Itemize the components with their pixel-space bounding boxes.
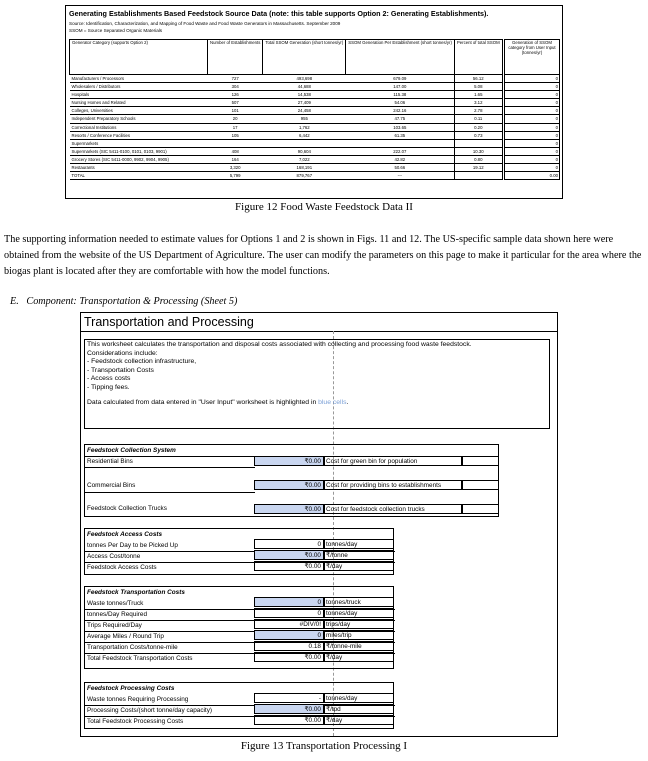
worksheet-description: [84, 339, 550, 429]
table-row: [505, 155, 560, 163]
access-cost-per-tonne-unit: ₹/tonne: [324, 550, 394, 560]
tonnes-per-day-required-unit: tonnes/day: [324, 608, 394, 618]
waste-requiring-processing-value: -: [254, 693, 324, 703]
cell-total-ssom: 493,698: [263, 75, 346, 83]
header-generator-category: Generator Category (supports Option 2): [70, 40, 208, 75]
cell-establishments: 5,799: [208, 172, 263, 180]
cell-percent: 0.73: [454, 131, 502, 139]
table-row: [70, 75, 503, 83]
total-transport-costs-value: ₹0.00: [254, 652, 324, 662]
cell-percent: 10.30: [454, 147, 502, 155]
table-row: [70, 107, 503, 115]
transport-row-label: Average Miles / Round Trip: [87, 633, 164, 640]
desc-line: - Transportation Costs: [87, 366, 154, 374]
worksheet-title: Transportation and Processing: [84, 315, 254, 329]
cell-ssom-per-establishment: 47.75: [346, 115, 455, 123]
cell-total-ssom: 955: [263, 115, 346, 123]
figure-12-caption: Figure 12 Food Waste Feedstock Data II: [235, 201, 413, 213]
cell-ssom-per-establishment: 50.66: [346, 164, 455, 172]
cell-ssom-per-establishment: 42.82: [346, 155, 455, 163]
cell-establishments: 304: [208, 83, 263, 91]
residential-bins-desc: Cost for green bin for population: [324, 456, 462, 466]
table-row: [70, 131, 503, 139]
transport-row-label: Waste tonnes/Truck: [87, 600, 144, 607]
section-letter: E.: [10, 296, 19, 307]
fig12-source: Source: Identification, Characterization, and Mapping of Food Waste and Food Waste Generators in Massachusetts. September 2009: [69, 21, 341, 26]
header-establishments: Number of Establishments: [208, 40, 263, 75]
cell-category: Independent Preparatory Schools: [70, 115, 208, 123]
collection-trucks-value[interactable]: ₹0.00: [254, 504, 324, 514]
cell-ssom-per-establishment: 61.35: [346, 131, 455, 139]
table-header-row: [70, 40, 503, 75]
average-miles-unit: miles/trip: [324, 630, 394, 640]
transport-header: Feedstock Transportation Costs: [87, 589, 185, 596]
collection-commercial-label: Commercial Bins: [87, 482, 136, 489]
section-title: Component: Transportation & Processing (Sheet 5): [26, 296, 238, 307]
access-cost-per-tonne-value[interactable]: ₹0.00: [254, 550, 324, 560]
cell-ssom-per-establishment: 115.38: [346, 91, 455, 99]
table-row: [505, 91, 560, 99]
access-row-label: tonnes Per Day to be Picked Up: [87, 542, 178, 549]
cell-ssom-per-establishment: 147.00: [346, 83, 455, 91]
cell-percent: [454, 172, 502, 180]
processing-cost-capacity-unit: ₹/tpd: [324, 704, 394, 714]
access-row-label: Access Cost/tonne: [87, 553, 141, 560]
collection-header: Feedstock Collection System: [87, 447, 176, 454]
table-row: [505, 99, 560, 107]
table-row: [505, 131, 560, 139]
cell-percent: 5.08: [454, 83, 502, 91]
cell-percent: 3.12: [454, 99, 502, 107]
processing-header: Feedstock Processing Costs: [87, 685, 175, 692]
cell-percent: 1.65: [454, 91, 502, 99]
cell-ssom-per-establishment: [346, 139, 455, 147]
processing-row-label: Waste tonnes Requiring Processing: [87, 696, 189, 703]
processing-cost-capacity-value[interactable]: ₹0.00: [254, 704, 324, 714]
table-row: [70, 99, 503, 107]
access-costs-value: ₹0.00: [254, 561, 324, 571]
cell-user-input-generation: 0: [505, 83, 560, 91]
cell-establishments: 3,320: [208, 164, 263, 172]
cell-establishments: 507: [208, 99, 263, 107]
cell-user-input-generation: 0: [505, 164, 560, 172]
cell-establishments: 126: [208, 91, 263, 99]
cell-percent: 2.78: [454, 107, 502, 115]
table-row: [70, 123, 503, 131]
cell-category: Correctional Institutions: [70, 123, 208, 131]
transport-cost-per-tonne-mile-value: 0.18: [254, 641, 324, 651]
feedstock-source-table: [69, 39, 503, 180]
cell-total-ssom: 44,688: [263, 83, 346, 91]
access-costs-unit: ₹/day: [324, 561, 394, 571]
cell-ssom-per-establishment: 679.09: [346, 75, 455, 83]
header-ssom-per-establishment: SSOM Generation Per Establishment (short tonnes/yr): [346, 40, 455, 75]
cell-percent: 56.12: [454, 75, 502, 83]
desc-line: This worksheet calculates the transportation and disposal costs associated with collecting and processing food waste feedstock.: [87, 341, 472, 348]
cell-ssom-per-establishment: 103.65: [346, 123, 455, 131]
trips-required-unit: trips/day: [324, 619, 394, 629]
transport-cost-per-tonne-mile-unit: ₹/tonne-mile: [324, 641, 394, 651]
cell-category: Manufacturers / Processors: [70, 75, 208, 83]
cell-user-input-generation: 0.00: [505, 172, 560, 180]
cell-total-ssom: 27,409: [263, 99, 346, 107]
residential-bins-extra: [462, 456, 499, 466]
cell-total-ssom: 168,191: [263, 164, 346, 172]
total-processing-costs-value: ₹0.00: [254, 715, 324, 725]
transport-row-label: Total Feedstock Transportation Costs: [87, 655, 193, 662]
desc-line: - Feedstock collection infrastructure,: [87, 358, 197, 366]
cell-establishments: 408: [208, 147, 263, 155]
cell-establishments: 105: [208, 131, 263, 139]
cell-percent: 19.12: [454, 164, 502, 172]
desc-line: - Access costs: [87, 375, 131, 383]
table-row: [505, 75, 560, 83]
waste-requiring-processing-unit: tonnes/day: [324, 693, 394, 703]
commercial-bins-value[interactable]: ₹0.00: [254, 480, 324, 490]
cell-total-ssom: 90,604: [263, 147, 346, 155]
commercial-bins-extra: [462, 480, 499, 490]
waste-tonnes-per-truck-unit: tonnes/truck: [324, 597, 394, 607]
table-row: [70, 172, 503, 180]
cell-category: Wholesalers / Distributors: [70, 83, 208, 91]
collection-trucks-label: Feedstock Collection Trucks: [87, 505, 167, 512]
table-row: [70, 147, 503, 155]
processing-row-label: Total Feedstock Processing Costs: [87, 718, 184, 725]
collection-residential-label: Residential Bins: [87, 458, 133, 465]
cell-category: Resorts / Conference Facilities: [70, 131, 208, 139]
cell-establishments: 17: [208, 123, 263, 131]
cell-user-input-generation: 0: [505, 139, 560, 147]
cell-total-ssom: [263, 139, 346, 147]
figure-13-caption: Figure 13 Transportation Processing I: [240, 740, 408, 752]
table-row: [505, 147, 560, 155]
cell-establishments: 20: [208, 115, 263, 123]
table-row: [505, 83, 560, 91]
cell-percent: 0.20: [454, 123, 502, 131]
cell-user-input-generation: 0: [505, 131, 560, 139]
cell-user-input-generation: 0: [505, 147, 560, 155]
table-row: [505, 123, 560, 131]
cell-category: Colleges, Universities: [70, 107, 208, 115]
cell-establishments: 727: [208, 75, 263, 83]
cell-ssom-per-establishment: 242.16: [346, 107, 455, 115]
cell-user-input-generation: 0: [505, 91, 560, 99]
fig12-title: Generating Establishments Based Feedstock Source Data (note: this table supports Option 2: Generating Establishments).: [69, 9, 489, 18]
cell-total-ssom: 879,767: [263, 172, 346, 180]
cell-category: Grocery Stores (SIC 5411-0000, 9902, 9904, 9905): [70, 155, 208, 163]
cell-category: Restaurants: [70, 164, 208, 172]
table-row: [505, 115, 560, 123]
average-miles-value[interactable]: 0: [254, 630, 324, 640]
user-input-generation-column: [504, 39, 560, 180]
cell-user-input-generation: 0: [505, 75, 560, 83]
cell-establishments: 164: [208, 155, 263, 163]
cell-percent: 0.80: [454, 155, 502, 163]
collection-trucks-extra: [462, 504, 499, 514]
cell-user-input-generation: 0: [505, 123, 560, 131]
transport-row-label: tonnes/Day Required: [87, 611, 148, 618]
total-transport-costs-unit: ₹/day: [324, 652, 394, 662]
cell-percent: 0.11: [454, 115, 502, 123]
transport-row-label: Transportation Costs/tonne-mile: [87, 644, 178, 651]
cell-establishments: 101: [208, 107, 263, 115]
cell-establishments: [208, 139, 263, 147]
body-paragraph: The supporting information needed to estimate values for Options 1 and 2 is shown in Figs. 11 and 12. The US-specific sample data shown here were obtained from the website of the US Department of Agriculture. The user can modify the parameters on this page to make it particular for the area where the biogas plant is located after they are comfortable with how the model functions.: [4, 234, 642, 277]
cell-ssom-per-establishment: ---: [346, 172, 455, 180]
cell-category: Supermarkets: [70, 139, 208, 147]
cell-user-input-generation: 0: [505, 107, 560, 115]
cell-total-ssom: 1,762: [263, 123, 346, 131]
figure-12-table: [65, 5, 563, 199]
cell-user-input-generation: 0: [505, 115, 560, 123]
tonnes-per-day-unit: tonnes/day: [324, 539, 394, 549]
residential-bins-value[interactable]: ₹0.00: [254, 456, 324, 466]
table-row: [505, 139, 560, 147]
highlight-note: Data calculated from data entered in "User Input" worksheet is highlighted in blue cells.: [87, 398, 349, 406]
cell-total-ssom: 14,538: [263, 91, 346, 99]
waste-tonnes-per-truck-value[interactable]: 0: [254, 597, 324, 607]
header-total-ssom: Total SSOM Generation (short tonnes/yr): [263, 40, 346, 75]
desc-line: Considerations include:: [87, 349, 158, 357]
cell-ssom-per-establishment: 222.07: [346, 147, 455, 155]
section-heading: [10, 296, 237, 307]
cell-total-ssom: 7,022: [263, 155, 346, 163]
header-user-input-generation: Generation of SSOM category from User Input (tonnes/yr): [505, 40, 560, 75]
access-row-label: Feedstock Access Costs: [87, 564, 157, 571]
table-row: [70, 83, 503, 91]
collection-trucks-desc: Cost for feedstock collection trucks: [324, 504, 462, 514]
cell-percent: [454, 139, 502, 147]
trips-required-value: #DIV/0!: [254, 619, 324, 629]
table-row: [70, 164, 503, 172]
header-percent-total: Percent of total SSOM: [454, 40, 502, 75]
commercial-bins-desc: Cost for providing bins to establishments: [324, 480, 462, 490]
table-row: [70, 91, 503, 99]
transport-row-label: Trips Required/Day: [87, 622, 142, 629]
cell-total-ssom: 24,458: [263, 107, 346, 115]
cell-category: TOTAL: [70, 172, 208, 180]
table-row: [505, 107, 560, 115]
cell-category: Hospitals: [70, 91, 208, 99]
table-row: [70, 155, 503, 163]
cell-ssom-per-establishment: 54.06: [346, 99, 455, 107]
tonnes-per-day-value: 0: [254, 539, 324, 549]
desc-line: - Tipping fees.: [87, 383, 130, 391]
total-processing-costs-unit: ₹/day: [324, 715, 394, 725]
processing-row-label: Processing Costs/(short tonne/day capacity): [87, 707, 213, 714]
table-row: [505, 172, 560, 180]
fig12-ssom-note: SSOM = Source Separated Organic Materials: [69, 28, 163, 33]
table-row: [505, 164, 560, 172]
cell-user-input-generation: 0: [505, 155, 560, 163]
table-row: [70, 139, 503, 147]
cell-category: Nursing Homes and Related: [70, 99, 208, 107]
cell-category: Supermarkets (SIC 5411-0100, 0101, 0103, 9901): [70, 147, 208, 155]
title-divider: [81, 331, 557, 332]
cell-total-ssom: 6,442: [263, 131, 346, 139]
table-row: [70, 115, 503, 123]
cell-user-input-generation: 0: [505, 99, 560, 107]
figure-13-worksheet: [80, 312, 558, 737]
tonnes-per-day-required-value: 0: [254, 608, 324, 618]
access-header: Feedstock Access Costs: [87, 531, 163, 538]
